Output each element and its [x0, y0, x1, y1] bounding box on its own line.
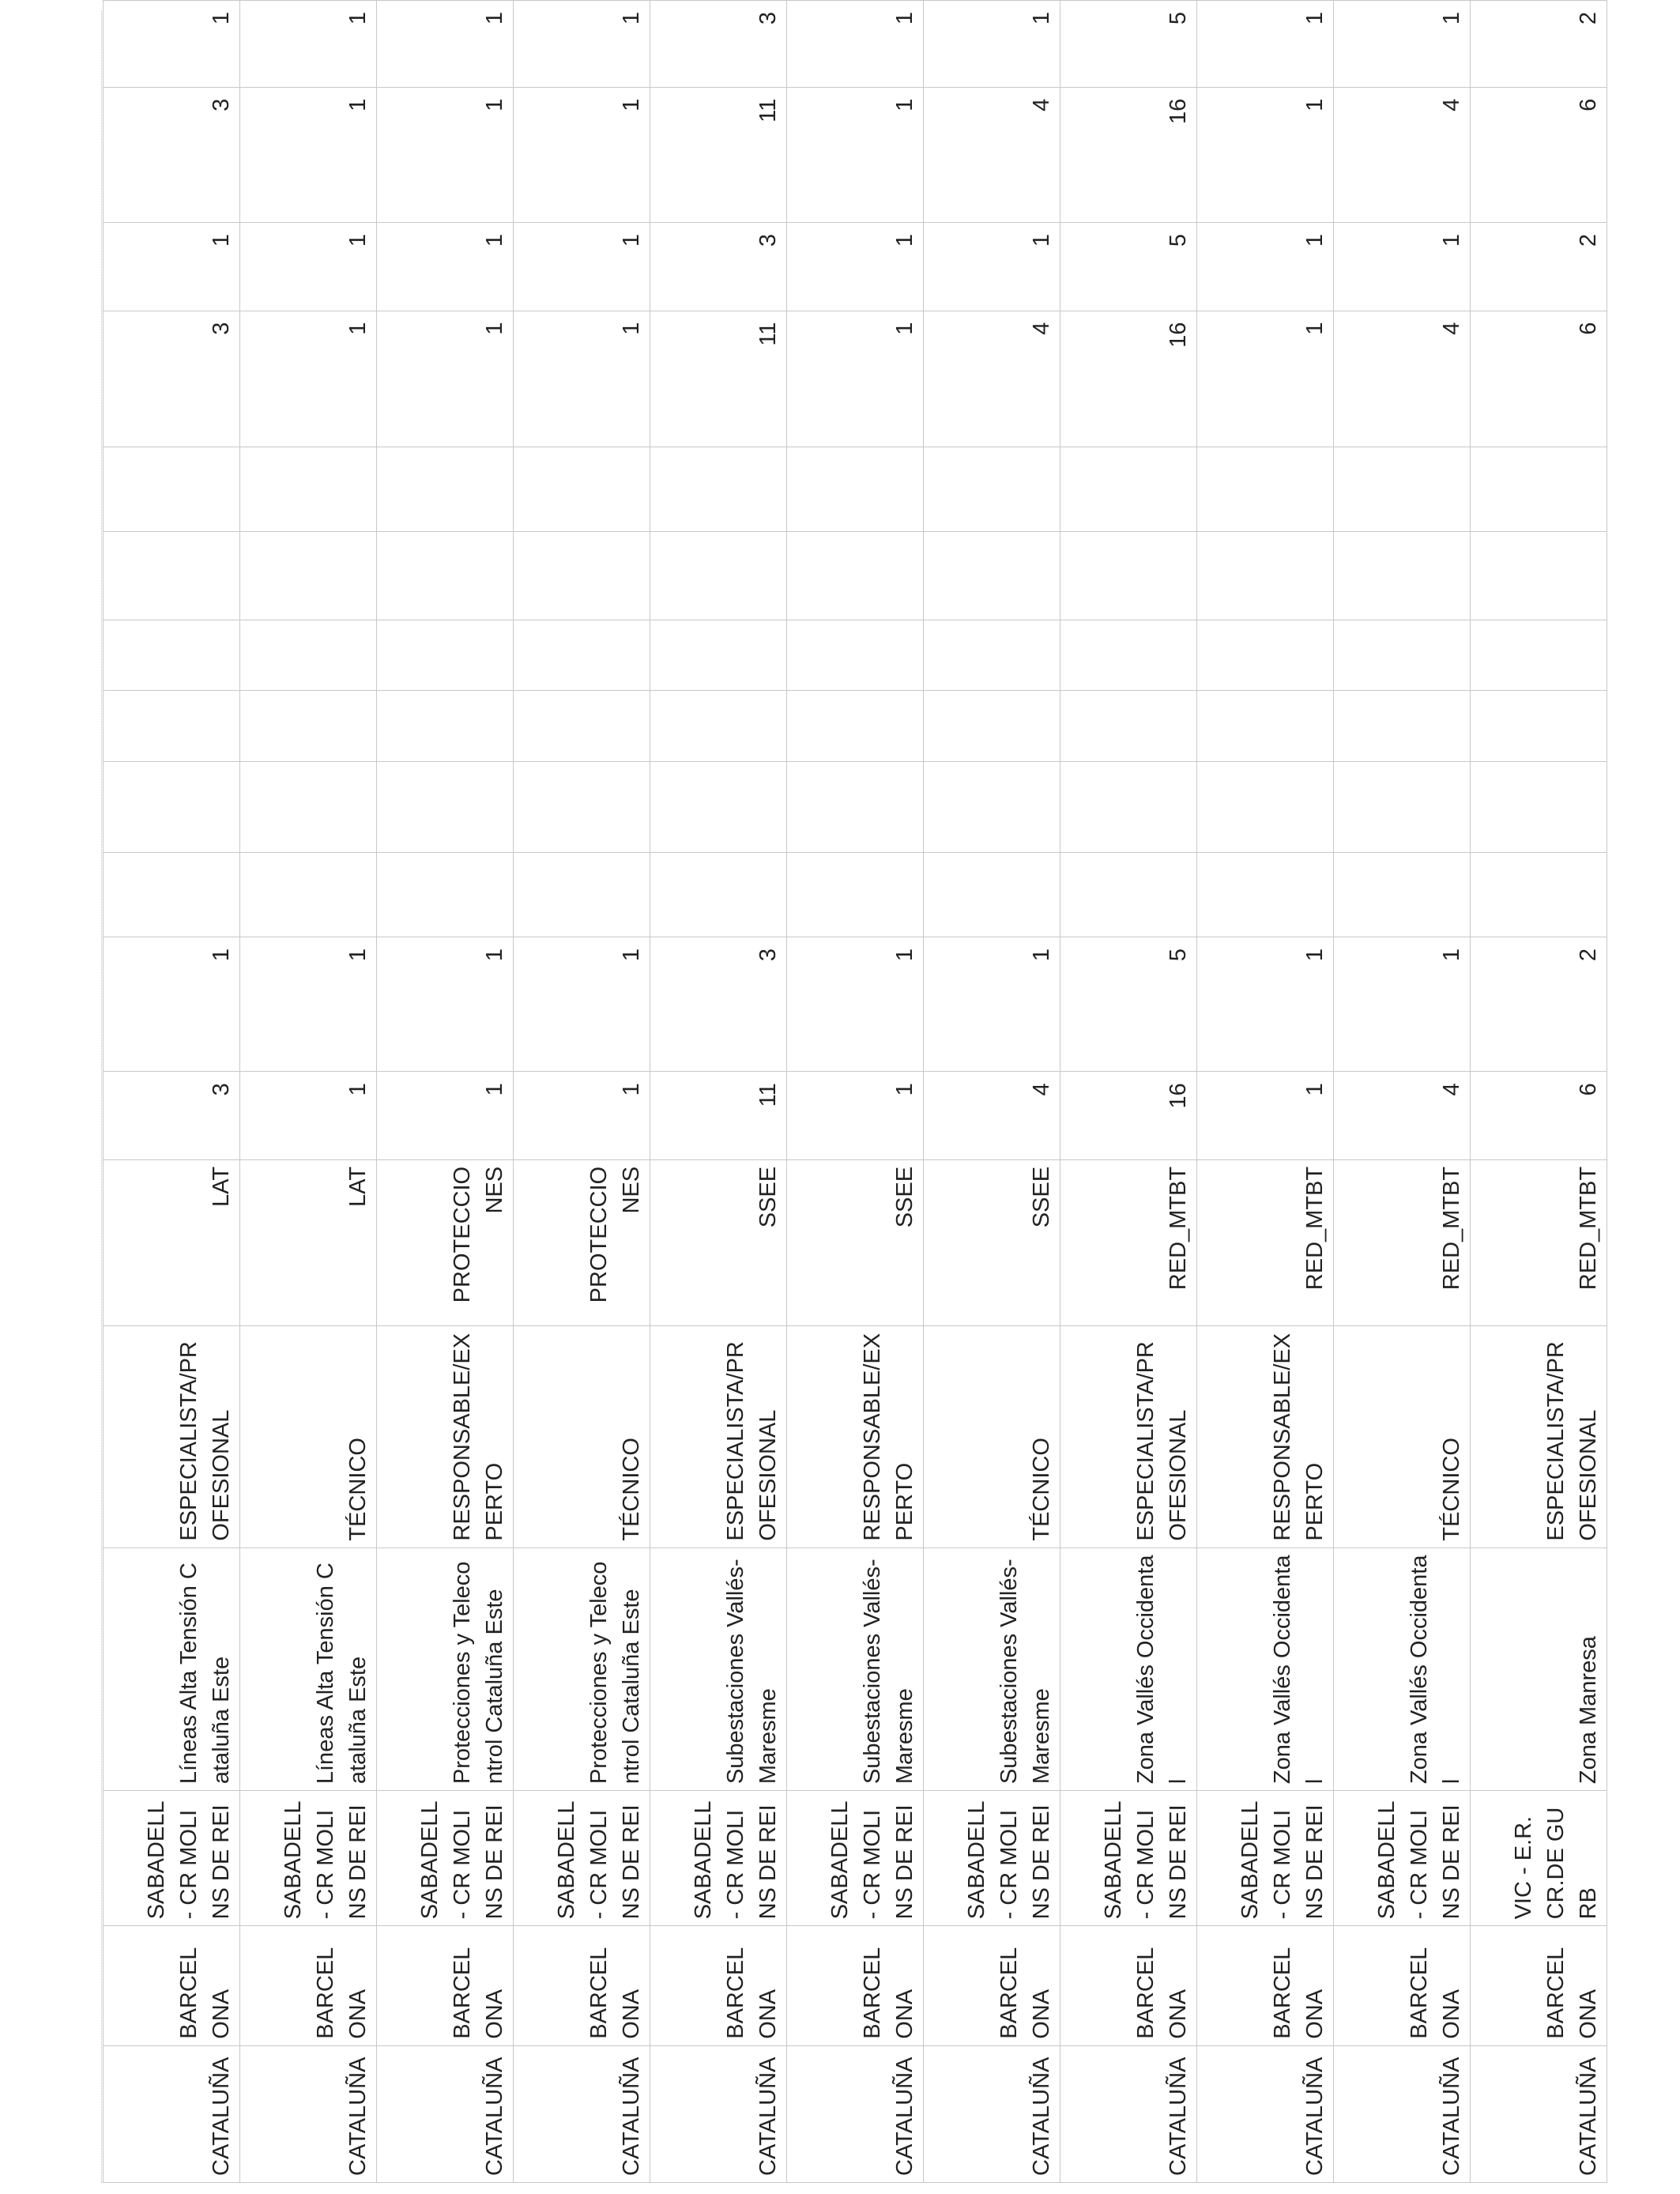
cell-c2: 3 [650, 937, 787, 1072]
cell-c2: 2 [1471, 937, 1607, 1072]
cell-c9: 6 [1471, 311, 1607, 447]
cell-c10: 1 [787, 222, 924, 311]
cell-province: BARCELONA [1197, 1926, 1334, 2045]
cell-c4 [1060, 762, 1197, 852]
cell-c4 [1471, 762, 1607, 852]
cell-c12: 1 [104, 1, 240, 88]
table-row [1197, 1, 1334, 2183]
cell-category: TÉCNICO [514, 1325, 650, 1547]
cell-c12: 1 [514, 1, 650, 88]
cell-c10: 1 [1334, 222, 1471, 311]
cell-province: BARCELONA [104, 1926, 240, 2045]
cell-c5 [1060, 691, 1197, 762]
cell-area: RED_MTBT [1471, 1159, 1607, 1325]
cell-c1: 1 [787, 1072, 924, 1160]
cell-unit: Zona Vallés Occidental [1197, 1547, 1334, 1791]
print-area-border [101, 11, 102, 2183]
cell-area: PROTECCIONES [377, 1159, 514, 1325]
cell-c2: 5 [1060, 937, 1197, 1072]
cell-c4 [787, 762, 924, 852]
cell-c11: 11 [650, 87, 787, 222]
cell-c4 [1334, 762, 1471, 852]
cell-c7 [787, 532, 924, 620]
cell-unit: Líneas Alta Tensión Cataluña Este [104, 1547, 240, 1791]
cell-unit: Subestaciones Vallés-Maresme [924, 1547, 1060, 1791]
cell-c4 [240, 762, 377, 852]
cell-area: RED_MTBT [1197, 1159, 1334, 1325]
cell-center: SABADELL- CR MOLINS DE REI [377, 1791, 514, 1926]
cell-center: SABADELL- CR MOLINS DE REI [924, 1791, 1060, 1926]
cell-c6 [787, 620, 924, 691]
cell-c8 [1197, 447, 1334, 532]
cell-c3 [1197, 852, 1334, 937]
cell-region: CATALUÑA [1334, 2045, 1471, 2182]
cell-center: VIC - E.R. CR.DE GURB [1471, 1791, 1607, 1926]
cell-center: SABADELL- CR MOLINS DE REI [240, 1791, 377, 1926]
cell-c2: 1 [377, 937, 514, 1072]
cell-category: TÉCNICO [240, 1325, 377, 1547]
cell-c6 [1471, 620, 1607, 691]
cell-c8 [1471, 447, 1607, 532]
cell-center: SABADELL- CR MOLINS DE REI [104, 1791, 240, 1926]
table-row [787, 1, 924, 2183]
cell-c2: 1 [1334, 937, 1471, 1072]
cell-unit: Protecciones y Telecontrol Cataluña Este [377, 1547, 514, 1791]
cell-c11: 1 [1197, 87, 1334, 222]
cell-area: SSEE [787, 1159, 924, 1325]
table-row [1471, 1, 1607, 2183]
cell-c4 [650, 762, 787, 852]
cell-c9: 1 [514, 311, 650, 447]
cell-c5 [787, 691, 924, 762]
cell-unit: Protecciones y Telecontrol Cataluña Este [514, 1547, 650, 1791]
table-row [104, 1, 240, 2183]
cell-c8 [514, 447, 650, 532]
cell-center: SABADELL- CR MOLINS DE REI [1197, 1791, 1334, 1926]
cell-c9: 4 [924, 311, 1060, 447]
cell-center: SABADELL- CR MOLINS DE REI [1060, 1791, 1197, 1926]
cell-c6 [514, 620, 650, 691]
cell-c3 [650, 852, 787, 937]
cell-c4 [1197, 762, 1334, 852]
cell-c7 [1334, 532, 1471, 620]
cell-c9: 3 [104, 311, 240, 447]
cell-c1: 1 [240, 1072, 377, 1160]
cell-province: BARCELONA [377, 1926, 514, 2045]
cell-area: SSEE [650, 1159, 787, 1325]
cell-c11: 4 [1334, 87, 1471, 222]
cell-province: BARCELONA [240, 1926, 377, 2045]
cell-c8 [1060, 447, 1197, 532]
cell-region: CATALUÑA [924, 2045, 1060, 2182]
cell-c9: 1 [1197, 311, 1334, 447]
cell-category: ESPECIALISTA/PROFESIONAL [104, 1325, 240, 1547]
cell-c5 [1197, 691, 1334, 762]
cell-c1: 4 [924, 1072, 1060, 1160]
cell-c3 [924, 852, 1060, 937]
cell-c8 [924, 447, 1060, 532]
cell-c5 [1471, 691, 1607, 762]
cell-province: BARCELONA [924, 1926, 1060, 2045]
cell-c2: 1 [240, 937, 377, 1072]
cell-c8 [787, 447, 924, 532]
cell-center: SABADELL- CR MOLINS DE REI [1334, 1791, 1471, 1926]
cell-province: BARCELONA [650, 1926, 787, 2045]
cell-province: BARCELONA [787, 1926, 924, 2045]
cell-c3 [104, 852, 240, 937]
cell-unit: Zona Vallés Occidental [1060, 1547, 1197, 1791]
cell-c11: 6 [1471, 87, 1607, 222]
cell-category: TÉCNICO [1334, 1325, 1471, 1547]
cell-c10: 1 [377, 222, 514, 311]
cell-c9: 1 [787, 311, 924, 447]
cell-c5 [514, 691, 650, 762]
cell-c1: 16 [1060, 1072, 1197, 1160]
cell-area: LAT [240, 1159, 377, 1325]
table-row [377, 1, 514, 2183]
cell-c11: 16 [1060, 87, 1197, 222]
cell-c2: 1 [104, 937, 240, 1072]
cell-c3 [1471, 852, 1607, 937]
cell-c12: 2 [1471, 1, 1607, 88]
cell-c4 [514, 762, 650, 852]
cell-category: ESPECIALISTA/PROFESIONAL [1060, 1325, 1197, 1547]
cell-c7 [1471, 532, 1607, 620]
cell-c8 [240, 447, 377, 532]
cell-area: RED_MTBT [1060, 1159, 1197, 1325]
table-row [924, 1, 1060, 2183]
cell-c6 [650, 620, 787, 691]
cell-unit: Subestaciones Vallés-Maresme [650, 1547, 787, 1791]
cell-c4 [104, 762, 240, 852]
cell-c5 [377, 691, 514, 762]
cell-c7 [650, 532, 787, 620]
cell-unit: Líneas Alta Tensión Cataluña Este [240, 1547, 377, 1791]
cell-c1: 1 [514, 1072, 650, 1160]
cell-area: PROTECCIONES [514, 1159, 650, 1325]
cell-region: CATALUÑA [514, 2045, 650, 2182]
cell-c2: 1 [787, 937, 924, 1072]
table-row [1060, 1, 1197, 2183]
cell-c10: 5 [1060, 222, 1197, 311]
cell-c5 [650, 691, 787, 762]
cell-c11: 1 [514, 87, 650, 222]
cell-region: CATALUÑA [1197, 2045, 1334, 2182]
cell-c10: 1 [1197, 222, 1334, 311]
cell-c1: 3 [104, 1072, 240, 1160]
table-row [1334, 1, 1471, 2183]
cell-c10: 1 [240, 222, 377, 311]
cell-c11: 3 [104, 87, 240, 222]
cell-c2: 1 [514, 937, 650, 1072]
cell-c12: 1 [924, 1, 1060, 88]
cell-category: ESPECIALISTA/PROFESIONAL [1471, 1325, 1607, 1547]
cell-c6 [1060, 620, 1197, 691]
cell-region: CATALUÑA [1471, 2045, 1607, 2182]
cell-center: SABADELL- CR MOLINS DE REI [787, 1791, 924, 1926]
cell-c10: 3 [650, 222, 787, 311]
cell-category: RESPONSABLE/EXPERTO [787, 1325, 924, 1547]
cell-area: SSEE [924, 1159, 1060, 1325]
cell-c12: 5 [1060, 1, 1197, 88]
cell-unit: Subestaciones Vallés-Maresme [787, 1547, 924, 1791]
cell-c8 [650, 447, 787, 532]
cell-c8 [104, 447, 240, 532]
cell-province: BARCELONA [1060, 1926, 1197, 2045]
cell-c3 [377, 852, 514, 937]
table-row [240, 1, 377, 2183]
cell-c5 [1334, 691, 1471, 762]
cell-area: RED_MTBT [1334, 1159, 1471, 1325]
cell-c11: 1 [787, 87, 924, 222]
cell-category: RESPONSABLE/EXPERTO [377, 1325, 514, 1547]
cell-c6 [104, 620, 240, 691]
cell-center: SABADELL- CR MOLINS DE REI [514, 1791, 650, 1926]
cell-c7 [924, 532, 1060, 620]
cell-region: CATALUÑA [650, 2045, 787, 2182]
cell-c9: 1 [377, 311, 514, 447]
table-row [514, 1, 650, 2183]
cell-c3 [1060, 852, 1197, 937]
table-row [650, 1, 787, 2183]
cell-c5 [240, 691, 377, 762]
cell-c5 [104, 691, 240, 762]
cell-category: TÉCNICO [924, 1325, 1060, 1547]
cell-province: BARCELONA [514, 1926, 650, 2045]
cell-c2: 1 [1197, 937, 1334, 1072]
cell-c6 [1197, 620, 1334, 691]
cell-c9: 11 [650, 311, 787, 447]
cell-c3 [1334, 852, 1471, 937]
cell-category: ESPECIALISTA/PROFESIONAL [650, 1325, 787, 1547]
cell-c12: 1 [377, 1, 514, 88]
cell-c5 [924, 691, 1060, 762]
cell-c7 [514, 532, 650, 620]
cell-c8 [377, 447, 514, 532]
cell-c7 [1197, 532, 1334, 620]
cell-c3 [240, 852, 377, 937]
cell-c3 [787, 852, 924, 937]
cell-province: BARCELONA [1334, 1926, 1471, 2045]
cell-c7 [104, 532, 240, 620]
cell-unit: Zona Manresa [1471, 1547, 1607, 1791]
cell-c9: 1 [240, 311, 377, 447]
cell-c7 [240, 532, 377, 620]
cell-c10: 1 [514, 222, 650, 311]
cell-c3 [514, 852, 650, 937]
cell-c1: 11 [650, 1072, 787, 1160]
cell-c1: 4 [1334, 1072, 1471, 1160]
cell-area: LAT [104, 1159, 240, 1325]
cell-c12: 1 [240, 1, 377, 88]
cell-c6 [377, 620, 514, 691]
cell-c10: 2 [1471, 222, 1607, 311]
cell-c12: 1 [787, 1, 924, 88]
cell-c6 [1334, 620, 1471, 691]
cell-c12: 1 [1197, 1, 1334, 88]
cell-c10: 1 [924, 222, 1060, 311]
cell-region: CATALUÑA [1060, 2045, 1197, 2182]
cell-c4 [924, 762, 1060, 852]
cell-c12: 1 [1334, 1, 1471, 88]
cell-c7 [1060, 532, 1197, 620]
cell-unit: Zona Vallés Occidental [1334, 1547, 1471, 1791]
cell-c1: 6 [1471, 1072, 1607, 1160]
cell-c2: 1 [924, 937, 1060, 1072]
staffing-table [103, 0, 1607, 2183]
cell-region: CATALUÑA [377, 2045, 514, 2182]
cell-c1: 1 [377, 1072, 514, 1160]
cell-province: BARCELONA [1471, 1926, 1607, 2045]
cell-region: CATALUÑA [104, 2045, 240, 2182]
cell-c6 [240, 620, 377, 691]
cell-c11: 4 [924, 87, 1060, 222]
cell-region: CATALUÑA [240, 2045, 377, 2182]
cell-c11: 1 [377, 87, 514, 222]
cell-c4 [377, 762, 514, 852]
cell-category: RESPONSABLE/EXPERTO [1197, 1325, 1334, 1547]
cell-c10: 1 [104, 222, 240, 311]
cell-center: SABADELL- CR MOLINS DE REI [650, 1791, 787, 1926]
cell-c6 [924, 620, 1060, 691]
cell-c1: 1 [1197, 1072, 1334, 1160]
cell-region: CATALUÑA [787, 2045, 924, 2182]
cell-c7 [377, 532, 514, 620]
cell-c11: 1 [240, 87, 377, 222]
cell-c12: 3 [650, 1, 787, 88]
cell-c9: 4 [1334, 311, 1471, 447]
cell-c9: 16 [1060, 311, 1197, 447]
cell-c8 [1334, 447, 1471, 532]
